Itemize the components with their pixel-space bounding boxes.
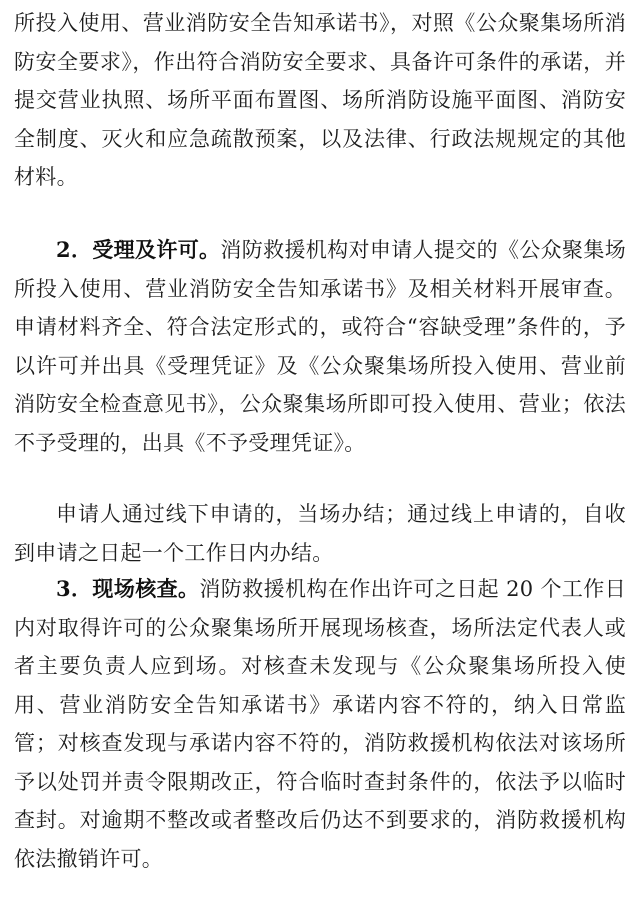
paragraph-processing-time bbox=[14, 495, 626, 572]
section-heading-inspection: 3．现场核查。 bbox=[56, 576, 200, 601]
paragraph-text: 消防救援机构在作出许可之日起 20 个工作日内对取得许可的公众聚集场所开展现场核查，场所法定代表人或者主要负责人应到场。对核查未发现与《公众聚集场所投入使用、营业消防安全告知承诺书》承诺内容不符的，纳入日常监管；对核查发现与承诺内容不符的，消防救援机构依法对该场所予以处罚并责令限期改正，符合临时查封条件的，依法予以临时查封。对逾期不整改或者整改后仍达不到要求的，消防救援机构依法撤销许可。 bbox=[14, 577, 626, 871]
section-heading-acceptance: 2．受理及许可。 bbox=[56, 237, 221, 262]
paragraph-text: 所投入使用、营业消防安全告知承诺书》，对照《公众聚集场所消防安全要求》，作出符合消防安全要求、具备许可条件的承诺，并提交营业执照、场所平面布置图、场所消防设施平面图、消防安全制度、灭火和应急疏散预案，以及法律、行政法规规定的其他材料。 bbox=[14, 11, 626, 189]
paragraph-text: 消防救援机构对申请人提交的《公众聚集场所投入使用、营业消防安全告知承诺书》及相关材料开展审查。申请材料齐全、符合法定形式的，或符合“容缺受理”条件的，予以许可并出具《受理凭证》及《公众聚集场所投入使用、营业前消防安全检查意见书》，公众聚集场所即可投入使用、营业；依法不予受理的，出具《不予受理凭证》。 bbox=[14, 238, 626, 455]
paragraph-text: 申请人通过线下申请的，当场办结；通过线上申请的，自收到申请之日起一个工作日内办结。 bbox=[14, 502, 626, 565]
paragraph-onsite-inspection bbox=[14, 570, 626, 878]
paragraph-acceptance-and-permit bbox=[14, 231, 626, 462]
paragraph-application-materials bbox=[14, 4, 626, 197]
